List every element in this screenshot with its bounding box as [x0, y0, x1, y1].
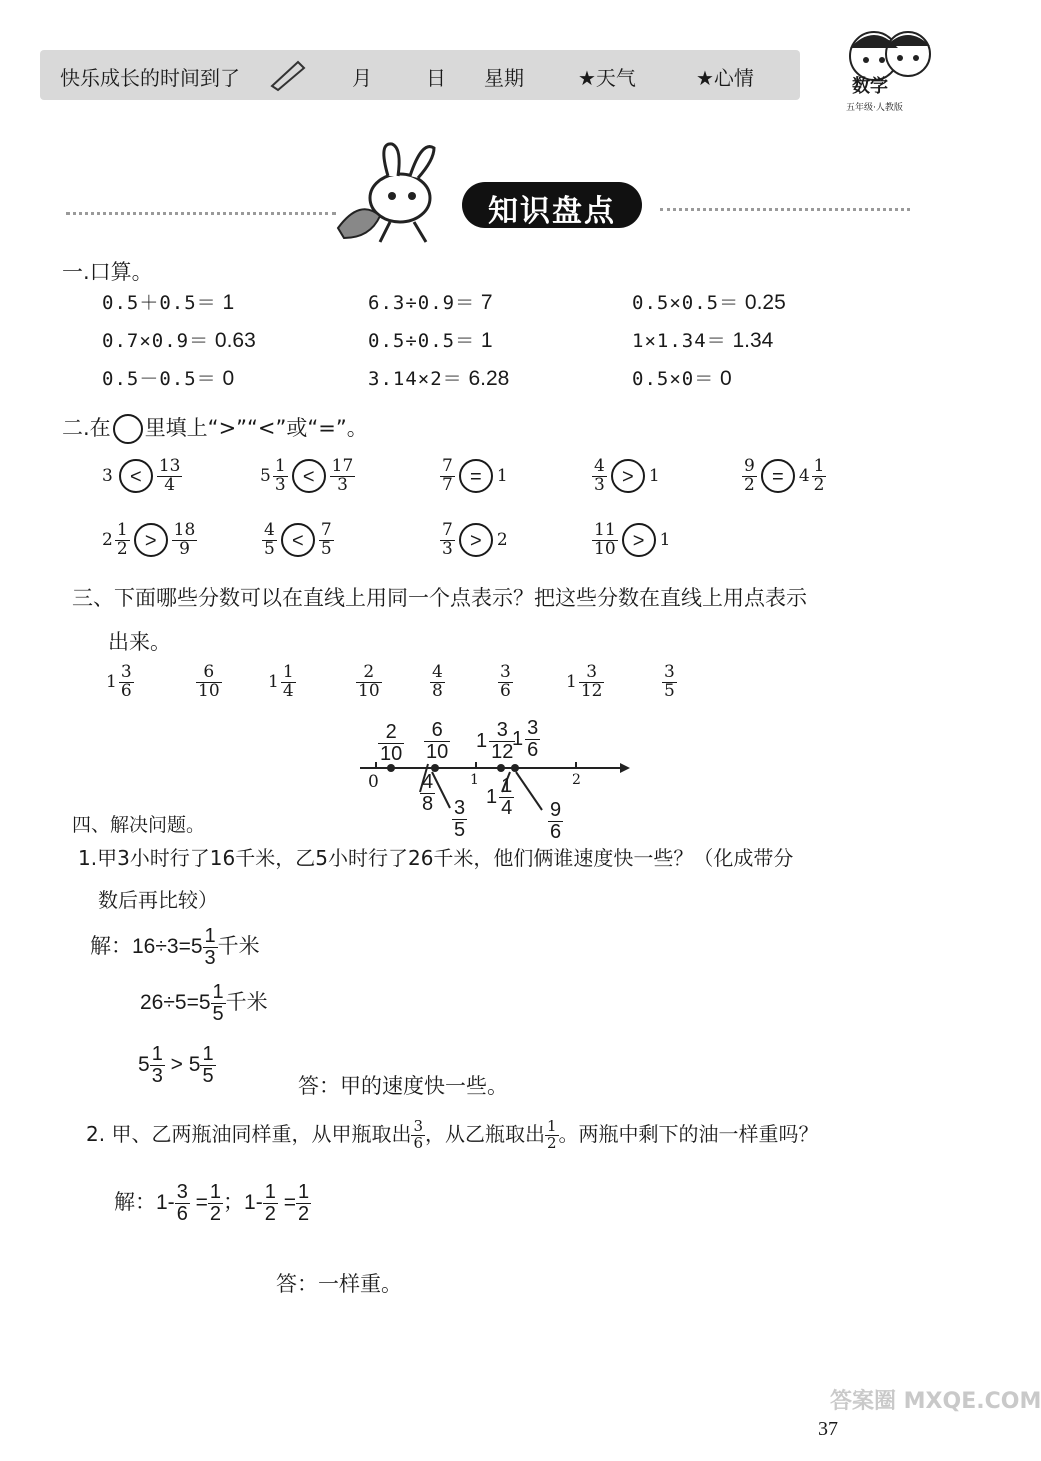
problem-answer: 0 — [216, 367, 235, 390]
problem-answer: 6.28 — [462, 367, 510, 390]
arithmetic-problem — [632, 326, 773, 353]
left-value: $\frac{4}{3}$ — [594, 456, 605, 495]
comparison-item — [102, 522, 197, 559]
problem-question: 3.14×2＝ — [368, 368, 463, 390]
number-line-label-below: $\frac{9}{6}$ — [550, 799, 562, 843]
pencil-icon — [268, 56, 308, 92]
answer-circle: < — [281, 523, 315, 557]
right-value: 1 — [659, 530, 671, 551]
point-2-10 — [387, 764, 395, 772]
tick-label-1: 1 — [470, 772, 479, 788]
arithmetic-problem — [102, 288, 234, 315]
tick-label-0: 0 — [368, 772, 379, 792]
problem2-text: 2. 甲、乙两瓶油同样重，从甲瓶取出 $\frac{3}{6}$ ，从乙瓶取出 $\frac{1}{2}$ 。两瓶中剩下的油一样重吗？ — [86, 1117, 819, 1152]
header-month: 月 — [352, 66, 372, 90]
right-value: 1 — [496, 466, 508, 487]
answer-circle: < — [119, 459, 153, 493]
problem2-solution: 解：1- $\frac{3}{6}$ = $\frac{1}{2}$ ；1- $\frac{1}{2}$ = $\frac{1}{2}$ — [114, 1181, 310, 1225]
subject-label: 数学 — [852, 76, 888, 97]
header-mood: ★心情 — [696, 66, 754, 90]
title-divider-left — [66, 212, 336, 215]
frac-den: 3 — [204, 947, 216, 969]
header-day: 日 — [426, 66, 446, 90]
problem-question: 1×1.34＝ — [632, 330, 727, 352]
header-weekday: 星期 — [484, 66, 524, 90]
problem-answer: 0.25 — [739, 291, 786, 314]
number-line-label-below: $\frac{3}{5}$ — [454, 797, 466, 841]
title-divider-right — [660, 208, 910, 211]
section3-heading-line2: 出来。 — [108, 630, 171, 654]
point-1-3-12 — [497, 764, 505, 772]
tick-label-2: 2 — [572, 772, 581, 788]
problem1-line2: 数后再比较） — [98, 888, 218, 912]
problem-question: 0.5＋0.5＝ — [102, 292, 217, 314]
comparison-item — [262, 522, 334, 559]
comparison-item — [440, 458, 510, 495]
problem-answer: 0 — [714, 367, 732, 390]
unit-text: 千米 — [217, 935, 260, 959]
problem2-answer: 答：一样重。 — [276, 1273, 402, 1296]
fraction-option: 1 $\frac{3}{6}$ — [106, 662, 132, 701]
number-line-label-above: $\frac{6}{10}$ — [426, 719, 449, 763]
watermark: 答案圈 MXQE.COM — [830, 1389, 1041, 1414]
left-value: 5 $\frac{1}{3}$ — [260, 456, 286, 495]
answer-circle: = — [761, 459, 795, 493]
problem-answer: 1 — [475, 329, 493, 352]
frac-num: 1 — [204, 925, 216, 947]
problem1-solution1 — [90, 926, 260, 969]
problem1-line1: 1.甲3小时行了16千米，乙5小时行了26千米，他们俩谁速度快一些？（化成带分 — [78, 846, 794, 870]
page-title: 知识盘点 — [488, 194, 616, 229]
arithmetic-problem — [102, 326, 256, 353]
problem-answer: 7 — [475, 291, 493, 314]
problem-answer: 1 — [216, 291, 235, 314]
left-value: $\frac{11}{10}$ — [594, 520, 616, 559]
blank-circle-icon — [113, 414, 143, 444]
problem1-answer: 答：甲的速度快一些。 — [298, 1075, 508, 1098]
comparison-item — [102, 458, 182, 495]
right-value: $\frac{17}{3}$ — [331, 456, 354, 495]
right-value: $\frac{7}{5}$ — [320, 520, 332, 559]
problem2-pre: 2. 甲、乙两瓶油同样重，从甲瓶取出 — [86, 1122, 412, 1146]
problem-question: 0.5÷0.5＝ — [368, 330, 476, 352]
arithmetic-problem — [102, 364, 234, 391]
problem-question: 6.3÷0.9＝ — [368, 292, 476, 314]
comparison-mid: > 5 — [164, 1053, 201, 1077]
section1-heading: 一.口算。 — [62, 260, 153, 284]
right-value: 1 — [648, 466, 660, 487]
answer-circle: = — [459, 459, 493, 493]
problem-question: 0.5×0.5＝ — [632, 292, 740, 314]
problem2-solution-pre: 解：1- — [114, 1191, 175, 1215]
problem-question: 0.7×0.9＝ — [102, 330, 210, 352]
number-line-label-below: $\frac{4}{8}$ — [422, 771, 434, 815]
answer-circle: > — [459, 523, 493, 557]
comparison-item — [592, 522, 672, 559]
problem1-solution2-text: 26÷5=5 — [140, 991, 211, 1015]
comparison-item — [440, 522, 510, 559]
section2-heading-pre: 二.在 — [62, 416, 111, 440]
fraction-option: $\frac{3}{5}$ — [664, 662, 675, 701]
rabbit-mascot-icon — [330, 138, 460, 248]
problem-question: 0.5－0.5＝ — [102, 368, 217, 390]
left-value: $\frac{7}{7}$ — [442, 456, 453, 495]
left-value: $\frac{9}{2}$ — [744, 456, 755, 495]
point-1-3-6 — [511, 764, 519, 772]
arithmetic-problem — [368, 326, 493, 353]
problem1-solution1-text: 解：16÷3=5 — [90, 935, 203, 959]
problem1-comparison: 5 $\frac{1}{3}$ > 5 $\frac{1}{5}$ — [138, 1043, 214, 1087]
right-value: $\frac{13}{4}$ — [158, 456, 181, 495]
header-weather: ★天气 — [578, 66, 636, 90]
section4-heading: 四、解决问题。 — [72, 814, 206, 836]
problem-question: 0.5×0＝ — [632, 368, 715, 390]
problem-answer: 1.34 — [726, 329, 774, 352]
fraction-option: $\frac{2}{10}$ — [358, 662, 380, 701]
problem2-mid: ，从乙瓶取出 — [425, 1122, 545, 1146]
fraction-option: $\frac{6}{10}$ — [198, 662, 220, 701]
answer-circle: < — [292, 459, 326, 493]
comparison-item — [592, 458, 662, 495]
problem2-solution-mid: ；1- — [223, 1191, 263, 1215]
frac-den: 5 — [212, 1003, 224, 1025]
left-value: 3 — [102, 466, 113, 487]
frac-num: 1 — [212, 981, 224, 1003]
answer-circle: > — [611, 459, 645, 493]
answer-circle: > — [622, 523, 656, 557]
problem2-post: 。两瓶中剩下的油一样重吗？ — [558, 1122, 819, 1146]
grade-label: 五年级·人教版 — [846, 103, 903, 113]
right-value: 2 — [496, 530, 508, 551]
problem-answer: 0.63 — [209, 329, 256, 352]
left-value: 2 $\frac{1}{2}$ — [102, 520, 128, 559]
fraction-option: $\frac{4}{8}$ — [432, 662, 443, 701]
page-number: 37 — [818, 1418, 838, 1440]
fraction-option: $\frac{3}{6}$ — [500, 662, 511, 701]
arithmetic-problem — [632, 288, 786, 315]
fraction-option: 1 $\frac{3}{12}$ — [566, 662, 603, 701]
right-value: 4 $\frac{1}{2}$ — [798, 456, 825, 495]
number-line-label-above: $\frac{2}{10}$ — [380, 721, 403, 765]
section3-heading-line1: 三、下面哪些分数可以在直线上用同一个点表示？把这些分数在直线上用点表示 — [72, 586, 807, 610]
problem1-solution2 — [140, 982, 268, 1025]
left-value: $\frac{7}{3}$ — [442, 520, 453, 559]
comparison-item — [742, 458, 826, 495]
section2-heading-post: 里填上“>”“<”或“=”。 — [144, 416, 368, 440]
number-line-label-above: 1 $\frac{3}{12}$ — [476, 719, 514, 763]
fraction-option: 1 $\frac{1}{4}$ — [268, 662, 294, 701]
arithmetic-problem — [368, 364, 509, 391]
comparison-item — [260, 458, 355, 495]
number-line-label-above: 1 $\frac{3}{6}$ — [512, 717, 539, 761]
left-value: $\frac{4}{5}$ — [264, 520, 275, 559]
answer-circle: > — [134, 523, 168, 557]
right-value: $\frac{18}{9}$ — [173, 520, 196, 559]
header-slogan: 快乐成长的时间到了 — [60, 66, 240, 90]
section2-heading — [62, 412, 368, 444]
arithmetic-problem — [632, 364, 732, 391]
number-line-label-below: 1 $\frac{1}{4}$ — [486, 775, 513, 819]
unit-text: 千米 — [225, 991, 268, 1015]
arithmetic-problem — [368, 288, 493, 315]
